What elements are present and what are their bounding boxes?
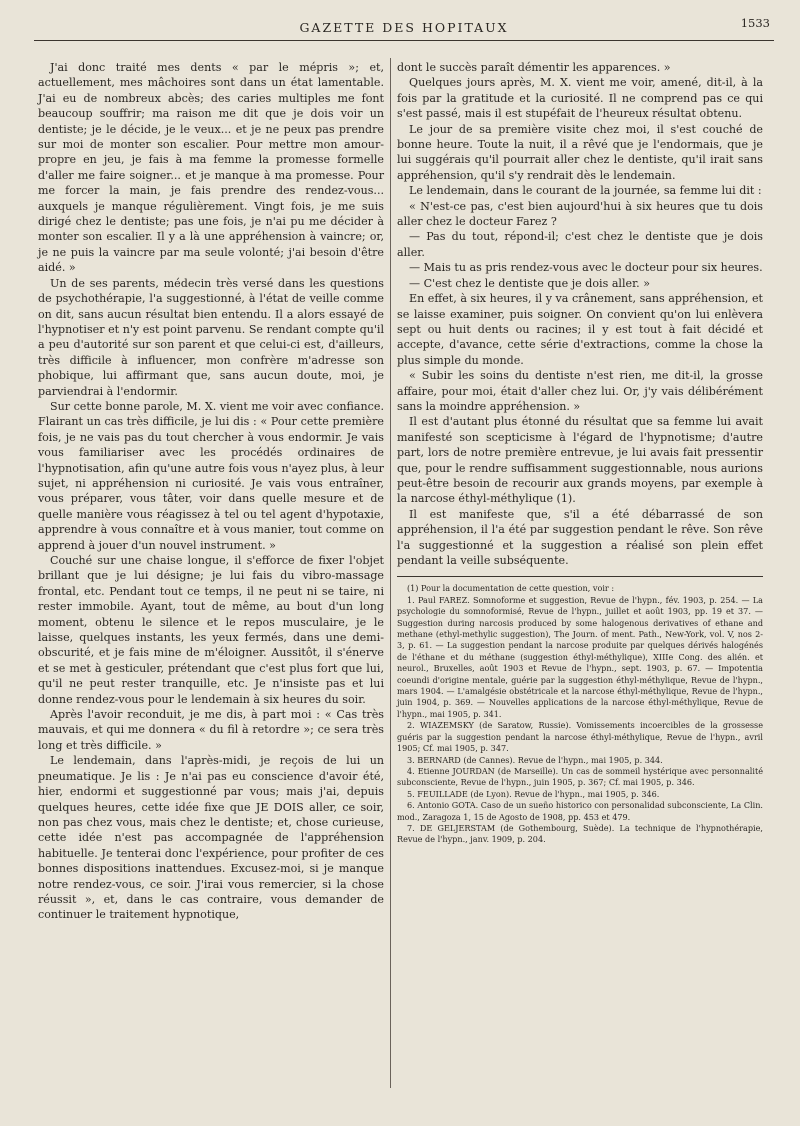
- paragraph: Quelques jours après, M. X. vient me voir, amené, dit-il, à la fois par la gratitude et la curiosité. Il ne comprend pas ce qui s'est passé, mais il est stupéfait de l'heureux résultat obtenu.: [397, 76, 763, 121]
- footnote: 4. Etienne JOURDAN (de Marseille). Un cas de sommeil hystérique avec personnalité subconsciente, Revue de l'hypn., juin 1905, p. 367; Cf. mai 1905, p. 346.: [397, 765, 763, 788]
- running-header: [34, 14, 774, 41]
- paragraph: — C'est chez le dentiste que je dois aller. »: [409, 276, 651, 290]
- footnote: 6. Antonio GOTA. Caso de un sueño historico con personalidad subconsciente, La Clin. mod., Zaragoza 1, 15 de Agosto de 1908, pp. 453 et 479.: [397, 800, 763, 822]
- paragraph: — Mais tu as pris rendez-vous avec le docteur pour six heures.: [409, 261, 763, 275]
- paragraph: — Pas du tout, répond-il; c'est chez le dentiste que je dois aller.: [397, 230, 763, 259]
- journal-title: GAZETTE DES HOPITAUX: [299, 20, 509, 35]
- paragraph: Le jour de sa première visite chez moi, il s'est couché de bonne heure. Toute la nuit, il a rêvé que je l'endormais, que je lui suggérais qu'il pourrait aller chez le dentiste, qu'il irait sans appréhension, qu'il s'y rendrait dès le lendemain.: [397, 122, 763, 182]
- footnote: 3. BERNARD (de Cannes). Revue de l'hypn., mai 1905, p. 344.: [407, 754, 663, 765]
- footnotes: [397, 583, 763, 845]
- paragraph: Le lendemain, dans l'après-midi, je reçois de lui un pneumatique. Je lis : Je n'ai pas eu conscience d'avoir été, hier, endormi et suggestionné par vous; mais j'ai, depuis quelques heures, cette idée fixe que JE DOIS aller, ce soir, non pas chez vous, mais chez le dentiste; et, chose curieuse, cette idée n'est pas accompagnée de l'appréhension habituelle. Je tenterai donc l'expérience, pour profiter de ces bonnes dispositions inattendues. Excusez-moi, si je manque notre rendez-vous, ce soir. J'irai vous remercier, si la chose réussit », et, dans le cas contraire, vous demander de continuer le traitement hypnotique,: [38, 754, 384, 922]
- footnote-rule: [397, 576, 763, 577]
- footnote: 5. FEUILLADE (de Lyon). Revue de l'hypn., mai 1905, p. 346.: [407, 788, 660, 799]
- footnote: (1) Pour la documentation de cette question, voir :: [407, 583, 615, 594]
- footnote: 7. DE GELJERSTAM (de Gothembourg, Suède). La technique de l'hypnothérapie, Revue de l'hypn., janv. 1909, p. 204.: [397, 822, 763, 845]
- paragraph: Après l'avoir reconduit, je me dis, à part moi : « Cas très mauvais, et qui me donnera « du fil à retordre »; ce sera très long et très difficile. »: [38, 708, 384, 752]
- paragraph: « Subir les soins du dentiste n'est rien, me dit-il, la grosse affaire, pour moi, était d'aller chez lui. Or, j'y vais délibérément sans la moindre appréhension. »: [397, 369, 763, 413]
- paragraph: Sur cette bonne parole, M. X. vient me voir avec confiance. Flairant un cas très difficile, je lui dis : « Pour cette première fois, je ne vais pas du tout chercher à vous endormir. Je vais vous familiariser avec les procédés ordinaires de l'hypnotisation, afin qu'une autre fois vous n'ayez plus, à leur sujet, ni appréhension ni curiosité. Je vais vous entraîner, vous préparer, vous tâter, voir dans quelle mesure et de quelle manière vous réagissez à tel ou tel agent d'hypotaxie, apprendre à vous connaître et à vous manier, tout comme on apprend à jouer d'un nouvel instrument. »: [38, 399, 384, 552]
- page-number: 1533: [740, 16, 770, 30]
- paragraph: Un de ses parents, médecin très versé dans les questions de psychothérapie, l'a suggestionné, à l'état de veille comme on dit, sans aucun résultat bien entendu. Il a alors essayé de l'hypnotiser et n'y est point parvenu. Se rendant compte qu'il a peu d'autorité sur son parent et que celui-ci est, d'ailleurs, très difficile à influencer, mon confrère m'adresse son phobique, lui affirmant que, sans aucun doute, moi, je parviendrai à l'endormir.: [38, 276, 384, 398]
- column-divider: [390, 58, 391, 1088]
- paragraph: dont le succès paraît démentir les apparences. »: [397, 61, 671, 74]
- paragraph: Couché sur une chaise longue, il s'efforce de fixer l'objet brillant que je lui désigne; je lui fais du vibro-massage frontal, etc. Pendant tout ce temps, il ne peut ni se taire, ni rester immobile. Ayant, tout de même, au bout d'un long moment, obtenu le silence et le repos musculaire, je le laisse, quelques instants, les yeux fermés, dans une demi-obscurité, et je fais mine de m'éloigner. Aussitôt, il s'énerve et se met à gesticuler, prétendant que c'est plus fort que lui, qu'il ne peut rester tranquille, etc. Je n'insiste pas et lui donne rendez-vous pour le lendemain à six heures du soir.: [38, 554, 384, 706]
- paragraph: Le lendemain, dans le courant de la journée, sa femme lui dit :: [409, 184, 762, 198]
- paragraph: En effet, à six heures, il y va crânement, sans appréhension, et se laisse examiner, puis soigner. On convient qu'on lui enlèvera sept ou huit dents ou racines; il y est tout à fait décidé et accepte, d'avance, cette série d'extractions, comme la chose la plus simple du monde.: [397, 292, 763, 367]
- paragraph: Il est manifeste que, s'il a été débarrassé de son appréhension, il l'a été par suggestion pendant le rêve. Son rêve l'a suggestionné et la suggestion a réalisé son plein effet pendant la veille subséquente.: [397, 507, 763, 567]
- left-column: [38, 60, 384, 923]
- paragraph: « N'est-ce pas, c'est bien aujourd'hui à six heures que tu dois aller chez le docteur Farez ?: [397, 199, 763, 229]
- footnote: 1. Paul FAREZ. Somnoforme et suggestion, Revue de l'hypn., fév. 1903, p. 254. — La psychologie du somnoformisé, Revue de l'hypn., juillet et août 1903, pp. 19 et 37. — Suggestion during narcosis produced by some halogenous derivatives of ethane and methane (ethyl-methylic suggestion), The Journ. of ment. Path., New-York, vol. V, nos 2-3, p. 61. — La suggestion pendant la narcose produite par quelques dérivés halogénés de l'éthane et du méthane (suggestion éthyl-méthylique), XIIIe Cong. des alién. et neurol., Bruxelles, août 1903 et Revue de l'hypn., sept. 1903, p. 67. — Impotentia coeundi d'origine mentale, guérie par la suggestion éthyl-méthylique, Revue de l'hypn., mars 1904. — L'amalgésie obstétricale et la narcose éthyl-méthylique, Revue de l'hypn., juin 1904, p. 369. — Nouvelles applications de la narcose éthyl-méthylique, Revue de l'hypn., mai 1905, p. 341.: [397, 594, 763, 719]
- paragraph: J'ai donc traité mes dents « par le mépris »; et, actuellement, mes mâchoires sont dans un état lamentable. J'ai eu de nombreux abcès; des caries multiples me font beaucoup souffrir; ma raison me dit que je dois voir un dentiste; je le décide, je le veux... et je ne peux pas prendre sur moi de monter son escalier. Pour mettre mon amour-propre en jeu, je fais à ma femme la promesse formelle d'aller me faire soigner... et je manque à ma promesse. Pour me forcer la main, je fais prendre des rendez-vous... auxquels je manque régulièrement. Vingt fois, je me suis dirigé chez le dentiste; pas une fois, je n'ai pu me décider à monter son escalier. Il y a là une appréhension à vaincre; or, je ne puis la vaincre par ma seule volonté; j'ai besoin d'être aidé. »: [38, 61, 384, 275]
- right-column: [397, 60, 763, 846]
- paragraph: Il est d'autant plus étonné du résultat que sa femme lui avait manifesté son scepticisme à l'égard de l'hypnotisme; d'autre part, lors de notre première entrevue, je lui avais fait pressentir que, pour le rendre suffisamment suggestionnable, nous aurions peut-être besoin de recourir aux grands moyens, par exemple à la narcose éthyl-méthylique (1).: [397, 415, 763, 506]
- footnote: 2. WIAZEMSKY (de Saratow, Russie). Vomissements incoercibles de la grossesse guéris par la suggestion pendant la narcose éthyl-méthylique, Revue de l'hypn., avril 1905; Cf. mai 1905, p. 347.: [397, 720, 763, 754]
